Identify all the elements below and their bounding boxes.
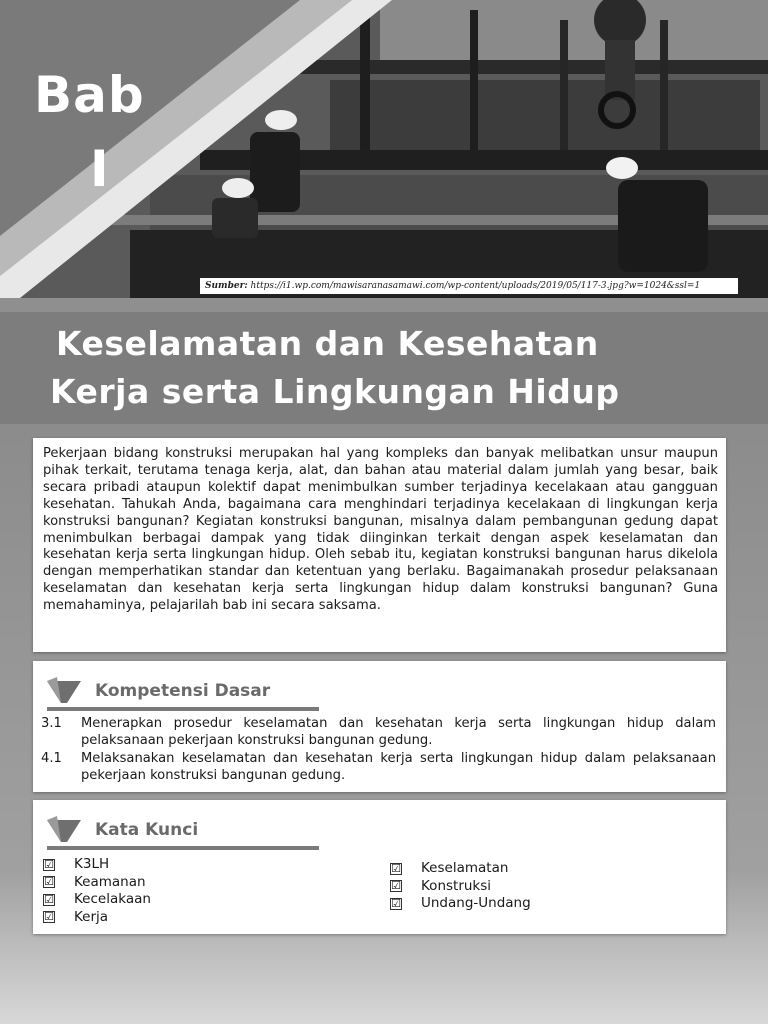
chapter-label: Bab	[34, 66, 145, 124]
section-divider	[47, 707, 319, 711]
chapter-number: I	[90, 140, 109, 198]
keyword-label: Undang-Undang	[421, 895, 531, 911]
chapter-cover-photo	[0, 0, 768, 298]
list-item	[43, 874, 151, 892]
kata-kunci-title: Kata Kunci	[95, 820, 199, 840]
checkbox-icon: ☑	[44, 910, 54, 924]
list-item	[41, 716, 716, 749]
keyword-list-left	[43, 856, 151, 926]
chapter-title-line-2: Kerja serta Lingkungan Hidup	[50, 372, 620, 411]
checkbox-icon: ☑	[391, 896, 401, 910]
kompetensi-dasar-card	[33, 661, 726, 792]
section-divider	[47, 846, 319, 850]
kompetensi-number: 3.1	[41, 716, 62, 731]
chapter-title-line-1: Keselamatan dan Kesehatan	[56, 324, 599, 363]
keyword-label: Keamanan	[74, 873, 146, 890]
kompetensi-dasar-header	[47, 669, 337, 709]
checkbox-icon: ☑	[391, 879, 401, 893]
keyword-label: Kecelakaan	[74, 891, 151, 907]
keyword-label: Konstruksi	[421, 877, 492, 894]
keyword-label: Keselamatan	[421, 860, 509, 876]
intro-card	[33, 438, 726, 652]
kompetensi-text: Melaksanakan keselamatan dan kesehatan kerja serta lingkungan hidup dalam pelaksanaan pekerjaan konstruksi bangunan gedung.	[81, 751, 716, 783]
checkbox-icon: ☑	[44, 875, 54, 889]
kata-kunci-card	[33, 800, 726, 934]
checkbox-icon: ☑	[391, 861, 401, 875]
list-item	[43, 891, 151, 909]
section-flag-icon	[47, 677, 81, 703]
source-url: https://i1.wp.com/mawisaranasamawi.com/wp-content/uploads/2019/05/117-3.jpg?w=1024&ssl=1	[250, 281, 701, 291]
checkbox-icon: ☑	[44, 857, 54, 871]
kompetensi-list	[41, 716, 716, 786]
kata-kunci-header	[47, 808, 337, 848]
chapter-title-band	[0, 312, 768, 424]
checkbox-icon: ☑	[44, 892, 54, 906]
list-item	[41, 751, 716, 784]
list-item	[390, 878, 531, 896]
list-item	[390, 895, 531, 913]
source-prefix: Sumber:	[205, 281, 248, 291]
industrial-worksite-illustration	[0, 0, 768, 298]
keyword-label: K3LH	[74, 856, 110, 872]
keyword-list-right	[390, 860, 531, 913]
kompetensi-text: Menerapkan prosedur keselamatan dan kesehatan kerja serta lingkungan hidup dalam pelaksanaan pekerjaan konstruksi bangunan gedung.	[81, 716, 716, 748]
kompetensi-number: 4.1	[41, 751, 62, 766]
list-item	[43, 856, 151, 874]
intro-paragraph: Pekerjaan bidang konstruksi merupakan hal yang kompleks dan banyak melibatkan unsur maupun pihak terkait, terutama tenaga kerja, alat, dan bahan atau material dalam jumlah yang besar, baik secara pribadi ataupun kolektif dapat menimbulkan sumber terjadinya kecelakaan atau gangguan kesehatan. Tahukah Anda, bagaimana cara menghindari terjadinya kecelakaan di lingkungan kerja konstruksi bangunan? Kegiatan konstruksi bangunan, misalnya dalam pembangunan gedung dapat menimbulkan berbagai dampak yang tidak diinginkan terkait dengan aspek keselamatan dan kesehatan kerja serta lingkungan hidup. Oleh sebab itu, kegiatan konstruksi bangunan harus dikelola dengan memperhatikan standar dan ketentuan yang berlaku. Bagaimanakah prosedur pelaksanaan keselamatan dan kesehatan kerja serta lingkungan hidup dalam konstruksi bangunan? Guna memahaminya, pelajarilah bab ini secara saksama.	[43, 446, 718, 614]
kompetensi-dasar-title: Kompetensi Dasar	[95, 681, 271, 701]
keyword-label: Kerja	[74, 908, 109, 925]
list-item	[43, 909, 151, 927]
section-flag-icon	[47, 816, 81, 842]
photo-source-caption	[200, 278, 738, 294]
list-item	[390, 860, 531, 878]
